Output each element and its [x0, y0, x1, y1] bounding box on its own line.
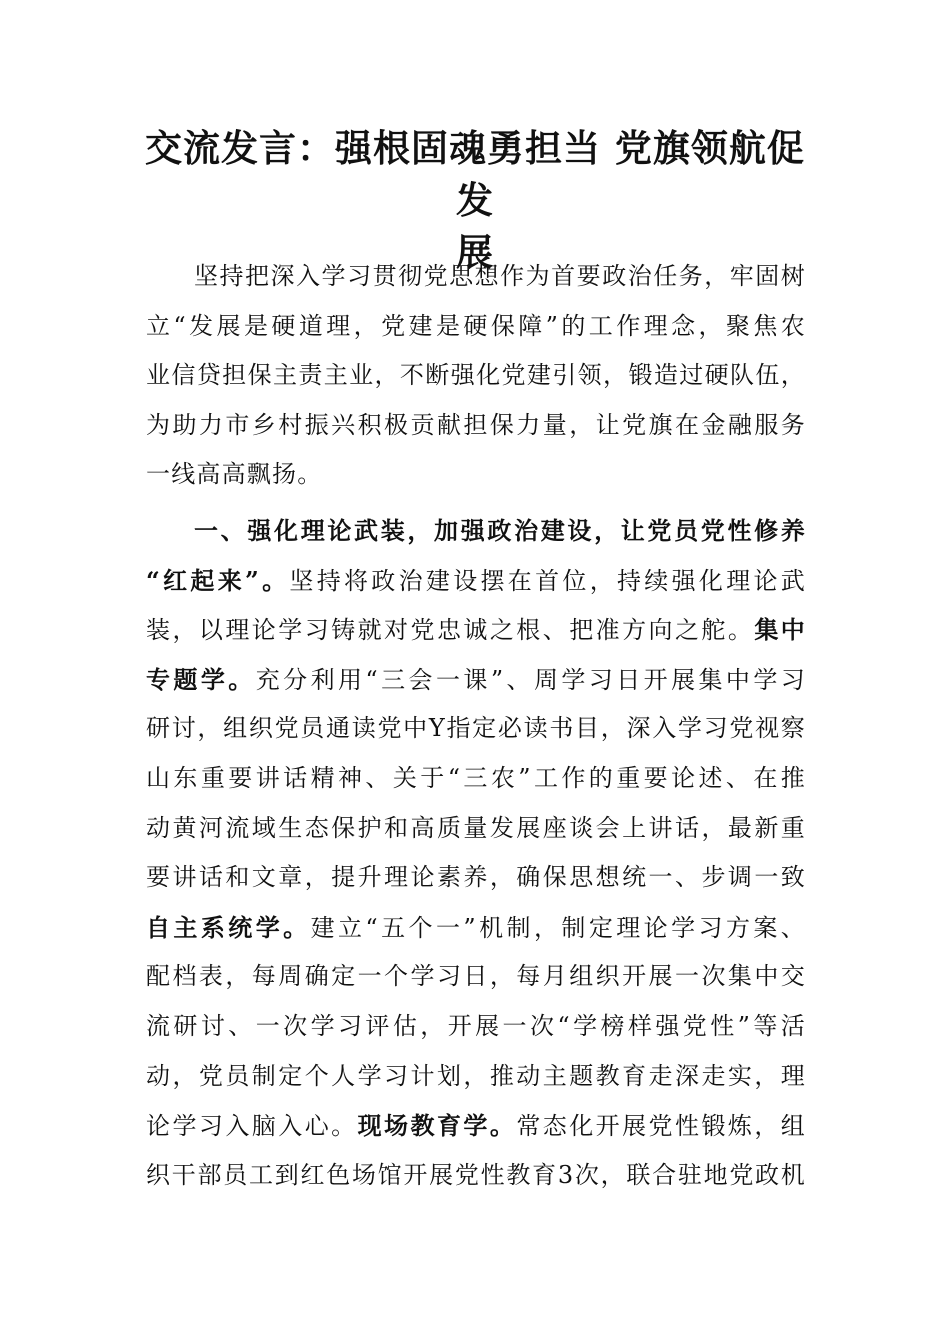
intro-line-4: 为助力市乡村振兴积极贡献担保力量，让党旗在金融服务 [146, 410, 806, 439]
intro-line-5: 一线高高飘扬。 [146, 460, 323, 489]
title-line-1: 交流发言：强根固魂勇担当 党旗领航促发 [145, 126, 805, 222]
section-line-9-text: 建立“五个一”机制，制定理论学习方案、 [310, 913, 807, 942]
intro-line-3: 业信贷担保主责主业，不断强化党建引领，锻造过硬队伍， [146, 361, 806, 390]
section-line-12: 动，党员制定个人学习计划，推动主题教育走深走实，理 [146, 1061, 806, 1090]
subheading-focused-study-start: 集中 [754, 615, 806, 645]
section-line-4 [146, 655, 806, 705]
subheading-focused-study-end: 专题学。 [146, 664, 256, 694]
section-line-13-text: 论学习入脑入心。 [146, 1112, 358, 1141]
intro-line-1: 坚持把深入学习贯彻党思想作为首要政治任务，牢固树 [194, 262, 806, 290]
section-line-13-tail: 常态化开展党性锻炼，组 [516, 1112, 807, 1141]
subheading-self-study: 自主系统学。 [146, 912, 311, 942]
section-line-11: 流研讨、一次学习评估，开展一次“学榜样强党性”等活 [146, 1011, 806, 1040]
section-line-6: 山东重要讲话精神、关于“三农”工作的重要论述、在推 [146, 763, 806, 792]
section-line-10: 配档表，每周确定一个学习日，每月组织开展一次集中交 [146, 962, 806, 991]
section-line-2 [146, 556, 806, 606]
section-line-8: 要讲话和文章，提升理论素养，确保思想统一、步调一致 [146, 863, 806, 892]
intro-line-2: 立“发展是硬道理，党建是硬保障”的工作理念，聚焦农 [146, 311, 806, 340]
document-body [146, 252, 806, 1200]
section-line-3 [146, 605, 806, 655]
section-line-2-text: 坚持将政治建设摆在首位，持续强化理论武 [289, 566, 806, 595]
section-line-5: 研讨，组织党员通读党中Y指定必读书目，深入学习党视察 [146, 714, 806, 743]
title-line-2: 展 [456, 230, 494, 274]
section-line-3-text: 装，以理论学习铸就对党忠诚之根、把准方向之舵。 [146, 616, 755, 645]
subheading-onsite-study: 现场教育学。 [357, 1111, 517, 1141]
section-heading-line-1: 一、强化理论武装，加强政治建设，让党员党性修养 [194, 515, 806, 545]
section-heading-tail: “红起来”。 [146, 565, 290, 595]
section-line-9 [146, 903, 806, 953]
section-line-7: 动黄河流域生态保护和高质量发展座谈会上讲话，最新重 [146, 813, 806, 842]
section-line-4-text: 充分利用“三会一课”、周学习日开展集中学习 [255, 665, 806, 694]
section-line-14: 织干部员工到红色场馆开展党性教育3次，联合驻地党政机 [146, 1160, 806, 1189]
section-line-13 [146, 1101, 806, 1151]
